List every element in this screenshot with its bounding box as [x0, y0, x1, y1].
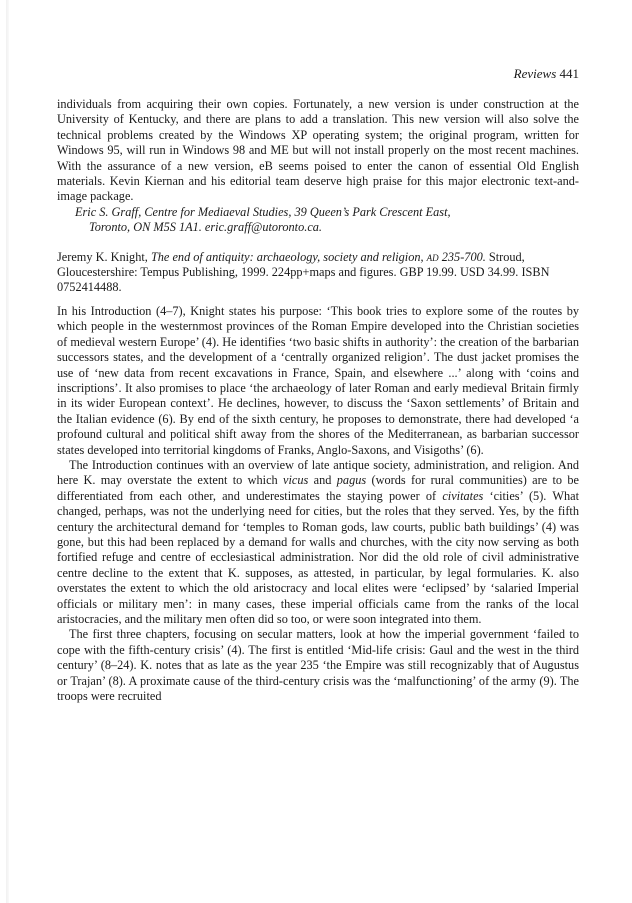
book-citation	[57, 250, 579, 296]
paragraph-1: In his Introduction (4–7), Knight states his purpose: ‘This book tries to explore some of the routes by which people in the westernmost provinces of the Roman Empire developed into the Christian societies of medieval western Europe’ (4). He identifies ‘two basic shifts in authority’: the creation of the barbarian successors states, and the development of a ‘centrally organized religion’. The dust jacket promises the use of ‘new data from recent excavations in France, Spain, and elsewhere ...’ along with ‘coins and inscriptions’. It also promises to place ‘the archaeology of later Roman and early medieval Britain firmly in its wider European context’. He declines, however, to discuss the ‘Saxon settlements’ of Britain and the Italian evidence (6). By end of the sixth century, he proposes to demonstrate, there had developed ‘a profound cultural and political shift away from the shores of the Mediterranean, as barbarian successor states developed into territorial kingdoms of Franks, Anglo-Saxons, and Visigoths’ (6).	[57, 303, 579, 457]
p2-text-a: The Introduction continues with an overview of late antique society, administration, and religion. And here K. may overstate the extent to which	[57, 457, 579, 488]
running-head-title: Reviews	[513, 66, 557, 81]
paragraph-continued: individuals from acquiring their own copies. Fortunately, a new version is under construction at the University of Kentucky, and there are plans to add a translation. This new version will also solve the technical problems created by the Windows XP operating system; the original program, written for Windows 95, will run in Windows 98 and ME but will not install properly on the most recent machines. With the assurance of a new version, eB seems poised to enter the canon of essential Old English materials. Kevin Kiernan and his editorial team deserve high praise for this major electronic text-and-image package.	[57, 97, 579, 204]
reviewer-signature	[57, 205, 579, 236]
paragraph-3: The first three chapters, focusing on secular matters, look at how the imperial government ‘failed to cope with the fifth-century crisis’ (4). The first is entitled ‘Mid-life crisis: Gaul and the west in the third century’ (8–24). K. notes that as late as the year 235 ‘the Empire was still recognizably that of Augustus or Trajan’ (8). A proximate cause of the third-century crisis was the ‘malfunctioning’ of the army (9). The troops were recruited	[57, 627, 579, 704]
p2-text-b: and	[308, 473, 337, 488]
citation-title: The end of antiquity: archaeology, society and religion,	[150, 249, 424, 264]
p2-term-civitates: civitates	[442, 488, 484, 503]
page-number: 441	[559, 66, 579, 81]
scan-edge	[6, 0, 9, 903]
signature-line-2: Toronto, ON M5S 1A1. eric.graff@utoronto.ca.	[89, 220, 323, 235]
citation-era: ad	[426, 249, 439, 264]
p2-text-c: (words for rural communities) are to be differentiated from each other, and underestimates the staying power of	[57, 473, 580, 503]
p2-term-vicus: vicus	[283, 473, 309, 488]
p2-text-d: ‘cities’ (5). What changed, perhaps, was not the underlying need for cities, but the roles that they served. Yes, by the fifth century the architectural demand for ‘temples to Roman gods, law courts, public bath buildings’ (4) was gone, but this had been replaced by a demand for walls and churches, with the city now serving as both fortified refuge and centre of ecclesiastical administration. Nor did the old role of civil administrative centre decline to the extent that K. supposes, as attested, in particular, by legal formularies. K. also overstates the extent to which the old aristocracy and local elites were ‘eclipsed’ by ‘salaried Imperial officials or military men’: in many cases, these imperial officials came from the ranks of the local aristocracies, and the military men often did so too, or were soon integrated into them.	[57, 488, 579, 626]
paragraph-2	[57, 458, 579, 627]
signature-line-1: Eric S. Graff, Centre for Mediaeval Studies, 39 Queen’s Park Crescent East,	[75, 204, 451, 219]
citation-details: Stroud, Gloucestershire: Tempus Publishing, 1999. 224pp+maps and figures. GBP 19.99. USD 34.99. ISBN 0752414488.	[57, 249, 550, 295]
citation-author: Jeremy K. Knight,	[57, 249, 148, 264]
document-page	[57, 66, 579, 704]
p2-term-pagus: pagus	[336, 473, 367, 488]
citation-dates: 235-700.	[441, 249, 486, 264]
running-head	[57, 66, 579, 82]
